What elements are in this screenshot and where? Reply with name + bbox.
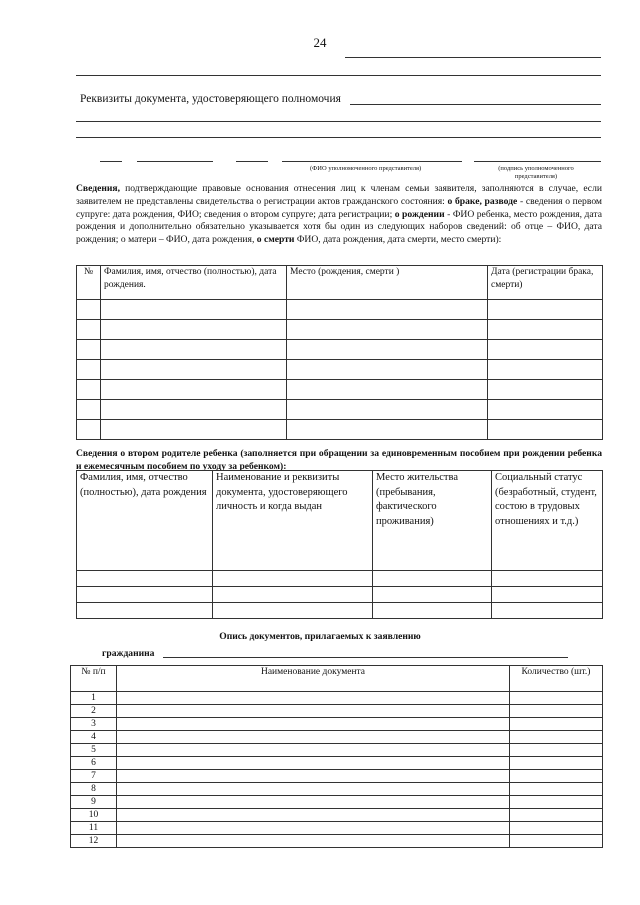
- inventory-header-document: Наименование документа: [117, 666, 510, 692]
- inventory-row: [71, 835, 603, 848]
- inventory-row-number: 12: [71, 835, 117, 848]
- relatives-header-place: Место (рождения, смерти ): [287, 266, 488, 300]
- inventory-row-number: 11: [71, 822, 117, 835]
- authority-document-label: Реквизиты документа, удостоверяющего полномочия: [80, 93, 341, 105]
- second-parent-cell[interactable]: [492, 571, 603, 587]
- family-info-bold-3: о рождении: [394, 208, 445, 220]
- inventory-row-number: 8: [71, 783, 117, 796]
- relatives-cell[interactable]: [488, 320, 603, 340]
- relatives-row: [77, 300, 603, 320]
- relatives-cell[interactable]: [488, 380, 603, 400]
- second-parent-cell[interactable]: [77, 571, 213, 587]
- top-line: [345, 57, 601, 58]
- second-parent-cell[interactable]: [373, 603, 492, 619]
- relatives-cell[interactable]: [488, 400, 603, 420]
- inventory-document-cell[interactable]: [117, 783, 510, 796]
- relatives-cell[interactable]: [287, 300, 488, 320]
- blank-line: [76, 75, 601, 76]
- relatives-header-date: Дата (регистрации брака, смерти): [488, 266, 603, 300]
- second-parent-cell[interactable]: [77, 603, 213, 619]
- relatives-cell[interactable]: [101, 380, 287, 400]
- second-parent-cell[interactable]: [213, 571, 373, 587]
- relatives-cell[interactable]: [101, 340, 287, 360]
- relatives-cell[interactable]: [77, 320, 101, 340]
- relatives-cell[interactable]: [77, 300, 101, 320]
- inventory-document-cell[interactable]: [117, 744, 510, 757]
- relatives-header-name: Фамилия, имя, отчество (полностью), дата рождения.: [101, 266, 287, 300]
- inventory-row-number: 3: [71, 718, 117, 731]
- inventory-quantity-cell[interactable]: [510, 822, 603, 835]
- relatives-header-num: №: [77, 266, 101, 300]
- inventory-document-cell[interactable]: [117, 835, 510, 848]
- inventory-title: Опись документов, прилагаемых к заявлению: [219, 631, 421, 642]
- relatives-cell[interactable]: [287, 420, 488, 440]
- inventory-row: [71, 718, 603, 731]
- blank-line: [76, 121, 601, 122]
- inventory-quantity-cell[interactable]: [510, 705, 603, 718]
- second-parent-table: [76, 470, 603, 619]
- signature-caption-line1: (подпись уполномоченного: [498, 165, 574, 172]
- second-parent-header-row: [77, 471, 603, 571]
- inventory-header-num: № п/п: [71, 666, 117, 692]
- relatives-row: [77, 380, 603, 400]
- relatives-row: [77, 360, 603, 380]
- inventory-row: [71, 822, 603, 835]
- inventory-row: [71, 770, 603, 783]
- signature-line: [474, 161, 601, 162]
- second-parent-cell[interactable]: [213, 603, 373, 619]
- relatives-cell[interactable]: [77, 420, 101, 440]
- relatives-cell[interactable]: [287, 340, 488, 360]
- inventory-quantity-cell[interactable]: [510, 744, 603, 757]
- inventory-row: [71, 744, 603, 757]
- inventory-row: [71, 757, 603, 770]
- relatives-cell[interactable]: [287, 320, 488, 340]
- second-parent-cell[interactable]: [373, 587, 492, 603]
- inventory-document-cell[interactable]: [117, 796, 510, 809]
- inventory-row-number: 5: [71, 744, 117, 757]
- inventory-quantity-cell[interactable]: [510, 757, 603, 770]
- inventory-document-cell[interactable]: [117, 770, 510, 783]
- second-parent-row: [77, 587, 603, 603]
- relatives-cell[interactable]: [101, 320, 287, 340]
- inventory-document-cell[interactable]: [117, 705, 510, 718]
- relatives-cell[interactable]: [77, 340, 101, 360]
- inventory-quantity-cell[interactable]: [510, 770, 603, 783]
- family-info-text-3: - ФИО ребенка, место рождения, дата рождения и дополнительно обязательно указывается хотя бы один из следующих наборов сведений: об отце – ФИО, дата рождения; о матери – ФИО, дата рождения,: [76, 208, 603, 246]
- second-parent-header-document: Наименование и реквизиты документа, удостоверяющего личность и когда выдан: [213, 471, 373, 571]
- signature-caption: [478, 165, 594, 181]
- inventory-quantity-cell[interactable]: [510, 809, 603, 822]
- inventory-row-number: 4: [71, 731, 117, 744]
- relatives-cell[interactable]: [488, 360, 603, 380]
- inventory-document-cell[interactable]: [117, 822, 510, 835]
- signature-line: [236, 161, 268, 162]
- citizen-label: гражданина: [102, 648, 155, 659]
- inventory-document-cell[interactable]: [117, 731, 510, 744]
- relatives-cell[interactable]: [77, 360, 101, 380]
- fio-caption: (ФИО уполномоченного представителя): [310, 165, 422, 172]
- family-info-bold-2: о браке, разводе: [447, 195, 518, 207]
- blank-line: [76, 137, 601, 138]
- relatives-row: [77, 400, 603, 420]
- relatives-cell[interactable]: [101, 300, 287, 320]
- relatives-cell[interactable]: [488, 340, 603, 360]
- inventory-row-number: 2: [71, 705, 117, 718]
- inventory-quantity-cell[interactable]: [510, 835, 603, 848]
- inventory-row-number: 10: [71, 809, 117, 822]
- second-parent-cell[interactable]: [492, 587, 603, 603]
- inventory-row-number: 9: [71, 796, 117, 809]
- signature-line: [282, 161, 462, 162]
- relatives-cell[interactable]: [287, 360, 488, 380]
- second-parent-header-status: Социальный статус (безработный, студент, состою в трудовых отношениях и т.д.): [492, 471, 603, 571]
- inventory-quantity-cell[interactable]: [510, 692, 603, 705]
- family-info-text-1: подтверждающие правовые основания отнесения лиц к членам семьи заявителя, заполняются в случае, если заявителем не представлены свидетельства о регистрации актов гражданского состояния:: [76, 183, 602, 207]
- inventory-row: [71, 796, 603, 809]
- inventory-row: [71, 705, 603, 718]
- inventory-document-cell[interactable]: [117, 692, 510, 705]
- inventory-row: [71, 783, 603, 796]
- relatives-cell[interactable]: [488, 300, 603, 320]
- second-parent-row: [77, 603, 603, 619]
- page-number: 24: [313, 35, 327, 50]
- signature-line: [100, 161, 122, 162]
- blank-line: [350, 104, 601, 105]
- family-info-paragraph: [76, 183, 602, 247]
- relatives-cell[interactable]: [101, 400, 287, 420]
- relatives-cell[interactable]: [287, 400, 488, 420]
- relatives-cell[interactable]: [488, 420, 603, 440]
- family-info-bold-1: Сведения,: [76, 183, 120, 194]
- inventory-quantity-cell[interactable]: [510, 796, 603, 809]
- family-info-bold-4: о смерти: [256, 234, 295, 246]
- citizen-name-line: [163, 657, 568, 658]
- family-info-text-4: ФИО, дата рождения, дата смерти, место смерти):: [294, 234, 502, 246]
- relatives-cell[interactable]: [77, 400, 101, 420]
- relatives-cell[interactable]: [101, 420, 287, 440]
- inventory-row: [71, 731, 603, 744]
- signature-caption-line2: представителя): [514, 173, 558, 180]
- inventory-row-number: 6: [71, 757, 117, 770]
- relatives-table: [76, 265, 603, 440]
- second-parent-cell[interactable]: [492, 603, 603, 619]
- inventory-row: [71, 692, 603, 705]
- inventory-row-number: 1: [71, 692, 117, 705]
- second-parent-cell[interactable]: [373, 571, 492, 587]
- relatives-cell[interactable]: [101, 360, 287, 380]
- relatives-row: [77, 420, 603, 440]
- inventory-quantity-cell[interactable]: [510, 783, 603, 796]
- inventory-quantity-cell[interactable]: [510, 718, 603, 731]
- relatives-row: [77, 320, 603, 340]
- inventory-header-quantity: Количество (шт.): [510, 666, 603, 692]
- second-parent-header-name: Фамилия, имя, отчество (полностью), дата рождения: [77, 471, 213, 571]
- signature-line: [137, 161, 213, 162]
- second-parent-header-residence: Место жительства (пребывания, фактического проживания): [373, 471, 492, 571]
- relatives-header-row: [77, 266, 603, 300]
- relatives-cell[interactable]: [287, 380, 488, 400]
- family-info-text-2: - сведения о первом супруге: дата рождения, ФИО; сведения о втором супруге; дата регистрации;: [76, 195, 603, 220]
- inventory-quantity-cell[interactable]: [510, 731, 603, 744]
- inventory-row-number: 7: [71, 770, 117, 783]
- inventory-row: [71, 809, 603, 822]
- relatives-cell[interactable]: [77, 380, 101, 400]
- inventory-header-row: [71, 666, 603, 692]
- inventory-document-cell[interactable]: [117, 718, 510, 731]
- second-parent-row: [77, 571, 603, 587]
- relatives-row: [77, 340, 603, 360]
- inventory-document-cell[interactable]: [117, 809, 510, 822]
- inventory-document-cell[interactable]: [117, 757, 510, 770]
- second-parent-cell[interactable]: [77, 587, 213, 603]
- second-parent-title: Сведения о втором родителе ребенка (заполняется при обращении за единовременным пособием при рождении ребенка и ежемесячным пособием по уходу за ребенком):: [76, 448, 602, 472]
- second-parent-cell[interactable]: [213, 587, 373, 603]
- inventory-table: [70, 665, 603, 848]
